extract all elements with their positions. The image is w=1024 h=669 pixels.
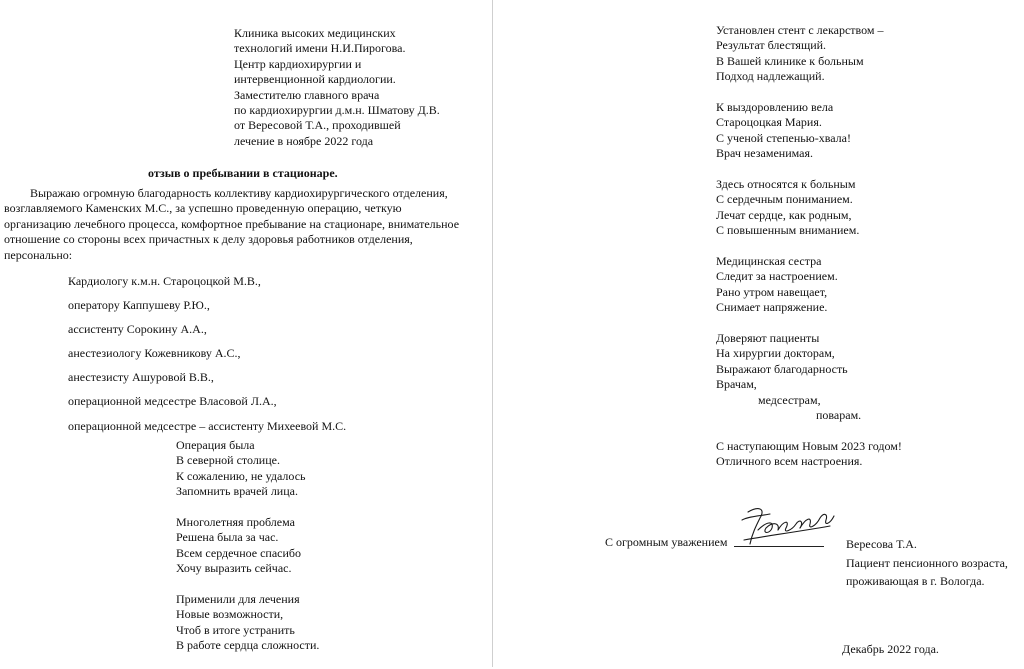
header-line: лечение в ноябре 2022 года: [234, 133, 374, 148]
poem-line: С повышенным вниманием.: [716, 223, 860, 238]
poem-stanza: [716, 177, 902, 239]
addressee-header: [234, 26, 440, 149]
poem-line: Применили для лечения: [176, 592, 300, 607]
poem-line: Результат блестящий.: [716, 38, 827, 53]
poem-line: С сердечным пониманием.: [716, 192, 853, 207]
poem-stanza: [716, 331, 902, 423]
thanks-item: анестезиологу Кожевникову А.С.,: [68, 346, 241, 361]
poem-line: С ученой степенью-хвала!: [716, 130, 851, 145]
poem-stanza: [716, 23, 902, 85]
poem-line: поварам.: [816, 408, 862, 423]
poem-line: На хирургии докторам,: [716, 346, 835, 361]
greeting-line: С наступающим Новым 2023 годом!: [716, 438, 902, 453]
poem-stanza: [176, 438, 319, 500]
poem-line: Запомнить врачей лица.: [176, 484, 298, 499]
poem-line: Чтоб в итоге устранить: [176, 622, 295, 637]
poem-stanza: [176, 515, 319, 577]
thanks-item: операционной медсестре – ассистенту Михеевой М.С.: [68, 418, 347, 433]
header-line: по кардиохирургии д.м.н. Шматову Д.В.: [234, 103, 440, 118]
intro-line: организацию лечебного процесса, комфортное пребывание на стационаре, внимательное: [4, 216, 460, 231]
poem-line: К сожалению, не удалось: [176, 468, 306, 483]
poem-stanza: [716, 254, 902, 316]
thanks-list: [68, 274, 346, 443]
intro-paragraph: [4, 186, 459, 263]
intro-line: отношение со стороны всех причастных к делу здоровья работников отделения,: [4, 232, 413, 247]
thanks-item: анестезисту Ашуровой В.В.,: [68, 370, 214, 385]
poem-line: Врач незаменимая.: [716, 146, 813, 161]
poem-line: В работе сердца сложности.: [176, 638, 320, 653]
header-line: Клиника высоких медицинских: [234, 26, 396, 40]
thanks-item: операционной медсестре Власовой Л.А.,: [68, 394, 277, 409]
poem-right-page: [716, 23, 902, 470]
header-line: от Вересовой Т.А., проходившей: [234, 118, 401, 133]
header-line: интервенционной кардиологии.: [234, 72, 396, 87]
poem-stanza: [176, 592, 319, 654]
poem-line: Новые возможности,: [176, 607, 284, 622]
document-title: отзыв о пребывании в стационаре.: [148, 166, 338, 180]
poem-line: В Вашей клинике к больным: [716, 53, 864, 68]
intro-line: возглавляемого Каменских М.С., за успешно проведенную операцию, четкую: [4, 201, 402, 216]
poem-line: Операция была: [176, 438, 255, 452]
header-line: технологий имени Н.И.Пирогова.: [234, 41, 406, 56]
intro-line: Выражаю огромную благодарность коллективу кардиохирургического отделения,: [30, 186, 448, 200]
poem-line: В северной столице.: [176, 453, 280, 468]
poem-stanza: [716, 100, 902, 162]
poem-line: Решена была за час.: [176, 530, 279, 545]
sender-line: проживающая в г. Вологда.: [846, 574, 985, 588]
sender-line: Пациент пенсионного возраста,: [846, 555, 1008, 570]
greeting: [716, 439, 902, 470]
page-divider: [492, 0, 493, 667]
header-line: Заместителю главного врача: [234, 87, 380, 102]
thanks-item: ассистенту Сорокину А.А.,: [68, 322, 207, 337]
handwritten-signature: [736, 500, 836, 558]
poem-line: Врачам,: [716, 377, 757, 392]
poem-line: Многолетняя проблема: [176, 515, 295, 530]
poem-line: Установлен стент с лекарством –: [716, 23, 884, 37]
poem-line: Медицинская сестра: [716, 254, 822, 269]
poem-line: Лечат сердце, как родным,: [716, 207, 852, 222]
greeting-line: Отличного всем настроения.: [716, 454, 863, 469]
poem-line: Следит за настроением.: [716, 269, 838, 284]
poem-line: Всем сердечное спасибо: [176, 545, 302, 560]
closing-phrase: С огромным уважением: [605, 535, 728, 549]
poem-line: Снимает напряжение.: [716, 300, 828, 315]
sender-block: [846, 535, 1008, 591]
poem-line: Рано утром навещает,: [716, 284, 828, 299]
thanks-item: Кардиологу к.м.н. Староцоцкой М.В.,: [68, 274, 261, 288]
poem-left-page: [176, 438, 319, 669]
poem-line: Подход надлежащий.: [716, 69, 825, 84]
header-line: Центр кардиохирургии и: [234, 56, 362, 71]
intro-line: персонально:: [4, 247, 73, 262]
poem-line: Староцоцкая Мария.: [716, 115, 822, 130]
poem-line: Хочу выразить сейчас.: [176, 561, 292, 576]
sender-name: Вересова Т.А.: [846, 537, 917, 551]
poem-line: К выздоровлению вела: [716, 100, 834, 115]
poem-line: медсестрам,: [758, 392, 821, 407]
poem-line: Здесь относятся к больным: [716, 177, 856, 192]
document-date: Декабрь 2022 года.: [842, 642, 939, 656]
poem-line: Выражают благодарность: [716, 361, 848, 376]
poem-line: Доверяют пациенты: [716, 331, 820, 346]
thanks-item: оператору Каппушеву Р.Ю.,: [68, 298, 210, 313]
